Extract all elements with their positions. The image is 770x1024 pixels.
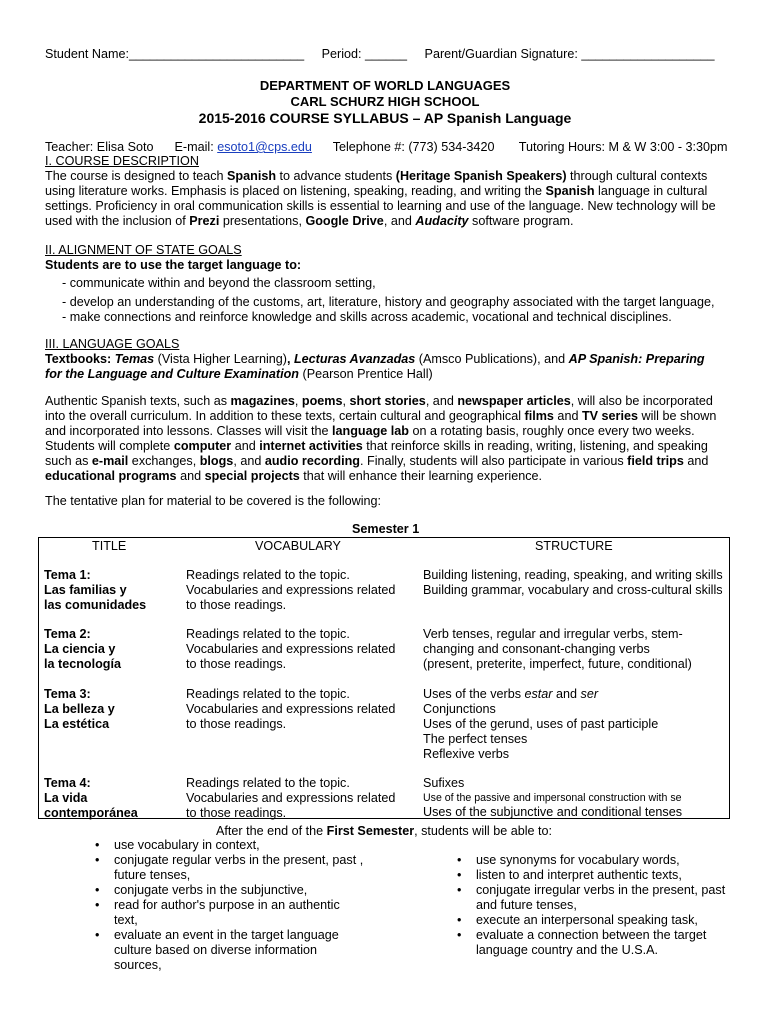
email-label: E-mail: bbox=[174, 140, 214, 154]
state-goal-item: - communicate within and beyond the classroom setting, bbox=[62, 276, 376, 290]
contact-line bbox=[45, 140, 728, 155]
list-item: • conjugate regular verbs in the present, past , future tenses, bbox=[95, 853, 364, 882]
list-item: • conjugate verbs in the subjunctive, bbox=[95, 883, 308, 897]
list-item: • read for author's purpose in an authentic text, bbox=[95, 898, 340, 927]
column-header-vocabulary: VOCABULARY bbox=[255, 539, 341, 553]
course-title: 2015-2016 COURSE SYLLABUS – AP Spanish Language bbox=[198, 110, 572, 126]
semester-label: Semester 1 bbox=[352, 522, 420, 536]
table-row-title: Tema 2: La ciencia y la tecnología bbox=[44, 627, 121, 671]
list-item: • conjugate irregular verbs in the present, past and future tenses, bbox=[457, 883, 726, 912]
student-name-field[interactable]: Student Name:_________________________ bbox=[45, 47, 305, 61]
department-title: DEPARTMENT OF WORLD LANGUAGES bbox=[259, 78, 511, 93]
school-title: CARL SCHURZ HIGH SCHOOL bbox=[290, 94, 480, 109]
outcomes-left-list bbox=[90, 838, 363, 973]
state-goal-item: - make connections and reinforce knowledge and skills across academic, vocational and technical disciplines. bbox=[62, 310, 672, 324]
list-item: • use vocabulary in context, bbox=[95, 838, 260, 852]
column-header-structure: STRUCTURE bbox=[535, 539, 613, 553]
list-item: • evaluate a connection between the target language country and the U.S.A. bbox=[457, 928, 707, 957]
tentative-plan-text: The tentative plan for material to be covered is the following: bbox=[45, 494, 382, 508]
table-row-structure: Uses of the verbs estar and ser Conjunctions Uses of the gerund, uses of past participle The perfect tenses Reflexive verbs bbox=[423, 687, 659, 761]
outcomes-lead: After the end of the First Semester, students will be able to: bbox=[216, 824, 553, 838]
table-row-vocabulary: Readings related to the topic. Vocabularies and expressions related to those readings. bbox=[186, 627, 396, 671]
table-row-vocabulary: Readings related to the topic. Vocabularies and expressions related to those readings. bbox=[186, 568, 396, 612]
column-header-title: TITLE bbox=[92, 539, 127, 553]
table-row-title: Tema 4: La vida contemporánea bbox=[44, 776, 138, 820]
authentic-texts-paragraph: Authentic Spanish texts, such as magazines, poems, short stories, and newspaper articles, will also be incorporated into the overall curriculum. In addition to these texts, certain cultural and geographical films and TV series will be shown and incorporated into lessons. Classes will visit the language lab on a rotating basis, roughly once every two weeks. Students will complete computer and internet activities that reinforce skills in reading, writing, listening, and speaking such as e-mail exchanges, blogs, and audio recording. Finally, students will also participate in various field trips and educational programs and special projects that will enhance their learning experience. bbox=[45, 394, 717, 483]
course-description-heading: I. COURSE DESCRIPTION bbox=[45, 154, 199, 168]
table-row-title: Tema 1: Las familias y las comunidades bbox=[44, 568, 147, 612]
table-row-structure: Verb tenses, regular and irregular verbs, stem- changing and consonant-changing verbs (present, preterite, imperfect, future, conditional) bbox=[423, 627, 692, 671]
table-row-vocabulary: Readings related to the topic. Vocabularies and expressions related to those readings. bbox=[186, 687, 396, 731]
table-row-structure: Sufixes Use of the passive and impersonal construction with se Uses of the subjunctive and conditional tenses bbox=[423, 776, 683, 819]
state-goal-item: - develop an understanding of the customs, art, literature, history and geography associated with the target language, bbox=[62, 295, 715, 309]
list-item: • evaluate an event in the target language culture based on diverse information sources, bbox=[95, 928, 339, 972]
outcomes-right-list bbox=[452, 853, 725, 958]
list-item: • execute an interpersonal speaking task, bbox=[457, 913, 698, 927]
period-field[interactable]: Period: ______ bbox=[321, 47, 408, 61]
header-fields-row bbox=[45, 47, 714, 62]
table-row-structure: Building listening, reading, speaking, and writing skills Building grammar, vocabulary and cross-cultural skills bbox=[423, 568, 723, 597]
state-goals-lead: Students are to use the target language to: bbox=[45, 258, 302, 272]
telephone: Telephone #: (773) 534-3420 bbox=[332, 140, 495, 154]
state-goals-heading: II. ALIGNMENT OF STATE GOALS bbox=[45, 243, 242, 257]
email-link[interactable]: esoto1@cps.edu bbox=[217, 140, 312, 154]
course-description-text: The course is designed to teach Spanish to advance students (Heritage Spanish Speakers) through cultural contexts using literature works. Emphasis is placed on listening, speaking, reading, and writing the Spanish language in cultural settings. Proficiency in oral communication skills is essential to learning and use of the language. New technology will be used with the inclusion of Prezi presentations, Google Drive, and Audacity software program. bbox=[45, 169, 716, 228]
teacher-name: Teacher: Elisa Soto bbox=[45, 140, 154, 154]
table-row-vocabulary: Readings related to the topic. Vocabularies and expressions related to those readings. bbox=[186, 776, 396, 820]
semester-table bbox=[38, 537, 730, 819]
textbooks-text: Textbooks: Temas (Vista Higher Learning), Lecturas Avanzadas (Amsco Publications), and AP Spanish: Preparing for the Language and Culture Examination (Pearson Prentice Hall) bbox=[45, 352, 705, 381]
tutoring-hours: Tutoring Hours: M & W 3:00 - 3:30pm bbox=[518, 140, 728, 154]
language-goals-heading: III. LANGUAGE GOALS bbox=[45, 337, 180, 351]
table-row-title: Tema 3: La belleza y La estética bbox=[44, 687, 115, 731]
list-item: • listen to and interpret authentic texts, bbox=[457, 868, 682, 882]
signature-field[interactable]: Parent/Guardian Signature: ___________________ bbox=[424, 47, 715, 61]
list-item: • use synonyms for vocabulary words, bbox=[457, 853, 680, 867]
